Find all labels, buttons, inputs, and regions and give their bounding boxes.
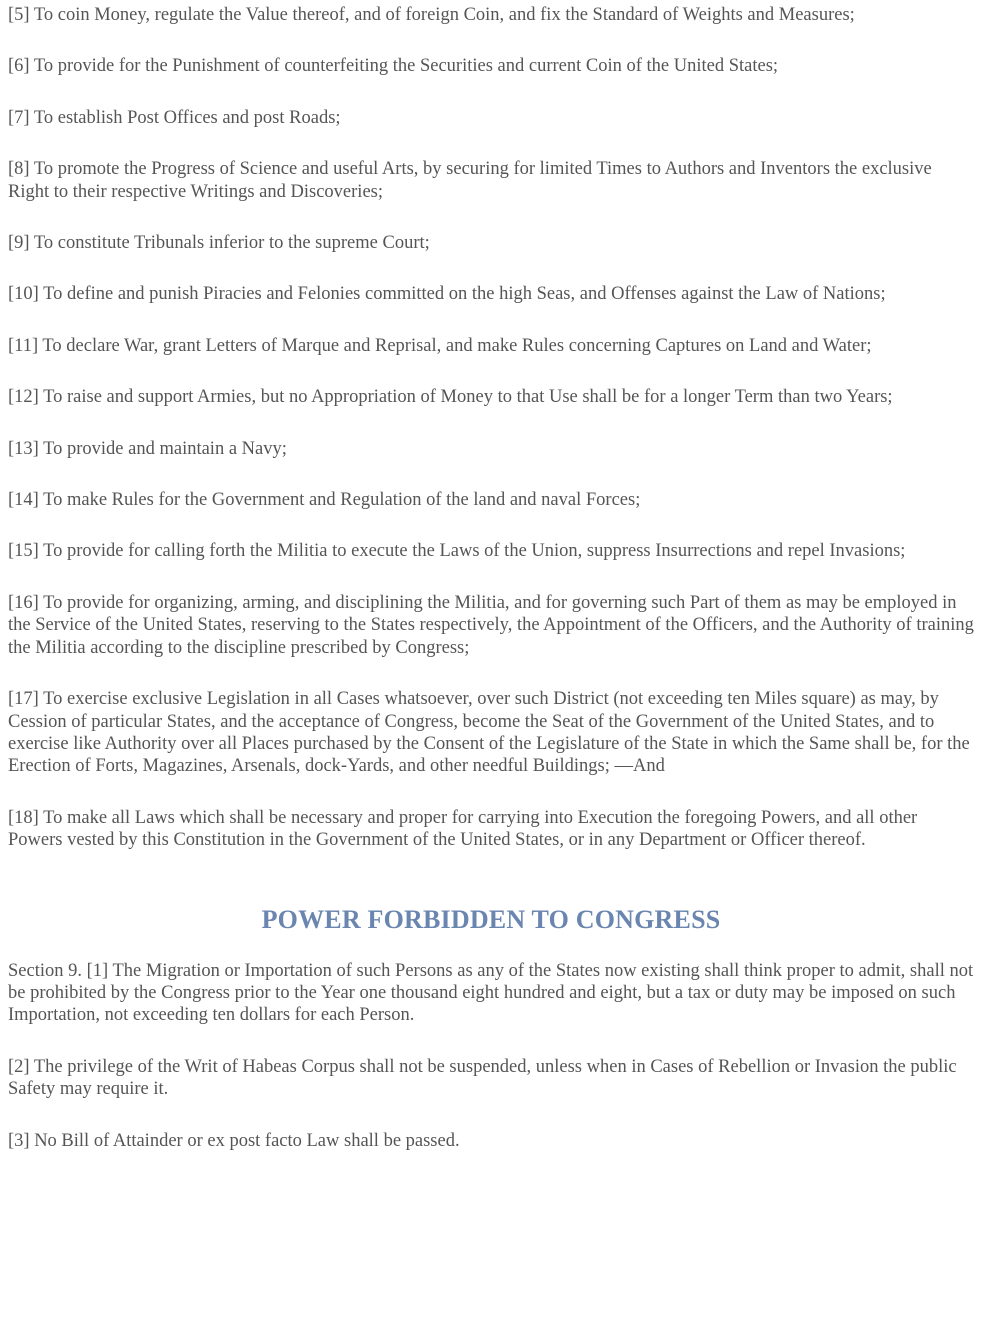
clause-16: [16] To provide for organizing, arming, and disciplining the Militia, and for governing such Part of them as may be employed in the Service of the United States, reserving to the States respectively, the Appointment of the Officers, and the Authority of training the Militia according to the discipline prescribed by Congress; [8,592,974,658]
clause-10: [10] To define and punish Piracies and Felonies committed on the high Seas, and Offenses against the Law of Nations; [8,284,886,305]
clause-14: [14] To make Rules for the Government and Regulation of the land and naval Forces; [8,490,641,511]
clause-15: [15] To provide for calling forth the Militia to execute the Laws of the Union, suppress Insurrections and repel Invasions; [8,541,906,562]
section-9-clause-3: [3] No Bill of Attainder or ex post facto Law shall be passed. [8,1130,460,1151]
clause-9: [9] To constitute Tribunals inferior to the supreme Court; [8,233,430,254]
section-heading: POWER FORBIDDEN TO CONGRESS [261,904,721,934]
clause-11: [11] To declare War, grant Letters of Marque and Reprisal, and make Rules concerning Captures on Land and Water; [8,335,872,356]
clause-12: [12] To raise and support Armies, but no Appropriation of Money to that Use shall be for a longer Term than two Years; [8,387,893,408]
clause-8: [8] To promote the Progress of Science and useful Arts, by securing for limited Times to Authors and Inventors the exclusive Right to their respective Writings and Discoveries; [8,159,932,202]
document-body [8,0,974,1181]
section-9-clause-2: [2] The privilege of the Writ of Habeas Corpus shall not be suspended, unless when in Cases of Rebellion or Invasion the public Safety may require it. [8,1056,957,1100]
clause-17: [17] To exercise exclusive Legislation in all Cases whatsoever, over such District (not exceeding ten Miles square) as may, by Cession of particular States, and the acceptance of Congress, become the Seat of the Government of the United States, and to exercise like Authority over all Places purchased by the Consent of the Legislature of the State in which the Same shall be, for the Erection of Forts, Magazines, Arsenals, dock-Yards, and other needful Buildings; —And [8,689,970,777]
clause-18: [18] To make all Laws which shall be necessary and proper for carrying into Execution the foregoing Powers, and all other Powers vested by this Constitution in the Government of the United States, or in any Department or Officer thereof. [8,807,918,851]
clause-13: [13] To provide and maintain a Navy; [8,438,287,459]
clause-5: [5] To coin Money, regulate the Value thereof, and of foreign Coin, and fix the Standard of Weights and Measures; [8,5,855,25]
clause-6: [6] To provide for the Punishment of counterfeiting the Securities and current Coin of the United States; [8,56,779,77]
section-9-clause-1: Section 9. [1] The Migration or Importation of such Persons as any of the States now existing shall think proper to admit, shall not be prohibited by the Congress prior to the Year one thousand eight hundred and eight, but a tax or duty may be imposed on such Importation, not exceeding ten dollars for each Person. [8,960,974,1026]
clause-7: [7] To establish Post Offices and post Roads; [8,107,341,128]
